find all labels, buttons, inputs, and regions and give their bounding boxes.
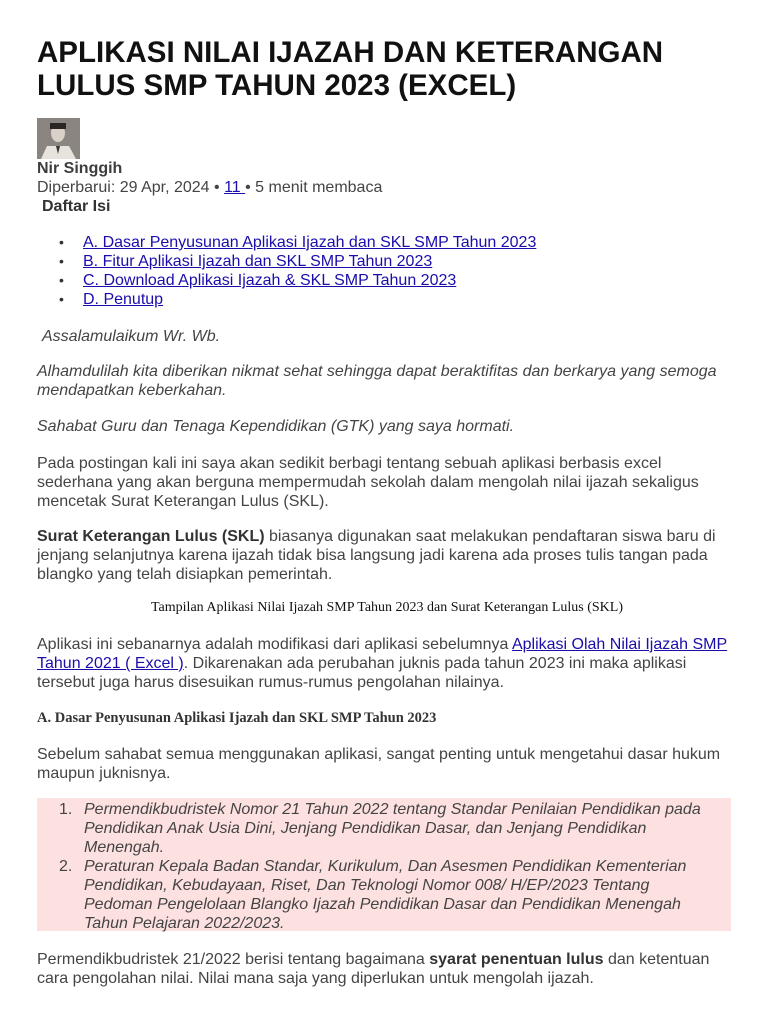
author-avatar[interactable] (37, 118, 80, 159)
toc-item (37, 290, 536, 309)
table-of-contents (37, 233, 536, 309)
greeting: Assalamulaikum Wr. Wb. (42, 328, 221, 345)
comment-count-link[interactable]: 11 (224, 179, 246, 196)
reference-item (37, 857, 731, 933)
read-time: • 5 menit membaca (245, 179, 383, 196)
reference-text: Peraturan Kepala Badan Standar, Kurikulum, Dan Asesmen Pendidikan Kementerian Pendidikan, Kebudayaan, Riset, Dan Teknologi Nomor 008/ H/EP/2023 Tentang Pedoman Pengelolaan Blangko Ijazah Pendidikan Dasar dan Pendidikan Menengah Tahun Pelajaran 2022/2023. (84, 858, 687, 932)
paragraph-legal-basis: Sebelum sahabat semua menggunakan aplikasi, sangat penting untuk mengetahui dasar hukum maupun juknisnya. (37, 746, 721, 782)
paragraph-salutation: Sahabat Guru dan Tenaga Kependidikan (GTK) yang saya hormati. (37, 418, 515, 435)
toc-title: Daftar Isi (42, 198, 111, 215)
paragraph-skl (37, 527, 737, 584)
updated-date: Diperbarui: 29 Apr, 2024 • (37, 179, 225, 196)
paragraph-modification (37, 635, 737, 692)
toc-link-b[interactable]: B. Fitur Aplikasi Ijazah dan SKL SMP Tahun 2023 (83, 253, 433, 270)
toc-item (37, 233, 536, 252)
previous-app-link[interactable]: Aplikasi Olah Nilai Ijazah SMP Tahun 2021 ( Excel ) (37, 636, 728, 672)
passing-criteria: syarat penentuan lulus (429, 951, 604, 968)
skl-description: biasanya digunakan saat melakukan pendaftaran siswa baru di jenjang selanjutnya karena ijazah tidak bisa langsung jadi karena ada proses tulis tangan pada blangko yang telah disiapkan pemerintah. (37, 528, 716, 583)
image-caption: Tampilan Aplikasi Nilai Ijazah SMP Tahun 2023 dan Surat Keterangan Lulus (SKL) (150, 600, 623, 615)
modification-rest: . Dikarenakan ada perubahan juknis pada tahun 2023 ini maka aplikasi tersebut juga harus disesuikan rumus-rumus pengolahan nilainya. (37, 655, 687, 691)
toc-item (37, 271, 536, 290)
permendikbud-rest: dan ketentuan cara pengolahan nilai. Nilai mana saja yang diperlukan untuk mengolah ijazah. (37, 951, 710, 987)
modification-intro: Aplikasi ini sebanarnya adalah modifikasi dari aplikasi sebelumnya (37, 636, 512, 653)
toc-link-d[interactable]: D. Penutup (83, 291, 164, 308)
reference-text: Permendikbudristek Nomor 21 Tahun 2022 tentang Standar Penilaian Pendidikan pada Pendidikan Anak Usia Dini, Jenjang Pendidikan Dasar, dan Jenjang Pendidikan Menengah. (84, 801, 701, 856)
toc-item (37, 252, 536, 271)
reference-item (37, 800, 731, 857)
reference-number: 2. (59, 858, 73, 875)
paragraph-purpose: Pada postingan kali ini saya akan sedikit berbagi tentang sebuah aplikasi berbasis excel sederhana yang akan berguna mempermudah sekolah dalam mengolah nilai ijazah sekaligus mencetak Surat Keterangan Lulus (SKL). (37, 455, 699, 510)
references-list (37, 800, 731, 933)
reference-number: 1. (59, 801, 73, 818)
author-name[interactable]: Nir Singgih (37, 160, 123, 177)
permendikbud-intro: Permendikbudristek 21/2022 berisi tentang bagaimana (37, 951, 430, 968)
toc-link-a[interactable]: A. Dasar Penyusunan Aplikasi Ijazah dan SKL SMP Tahun 2023 (83, 234, 537, 251)
section-heading-a: A. Dasar Penyusunan Aplikasi Ijazah dan SKL SMP Tahun 2023 (37, 710, 437, 726)
toc-link-c[interactable]: C. Download Aplikasi Ijazah & SKL SMP Tahun 2023 (83, 272, 457, 289)
article-title: APLIKASI NILAI IJAZAH DAN KETERANGAN LULUS SMP TAHUN 2023 (EXCEL) (37, 36, 664, 102)
skl-term: Surat Keterangan Lulus (SKL) (37, 528, 265, 545)
paragraph-permendikbud (37, 950, 737, 988)
article-meta (37, 179, 382, 197)
paragraph-intro: Alhamdulilah kita diberikan nikmat sehat sehingga dapat beraktifitas dan berkarya yang semoga mendapatkan keberkahan. (37, 363, 717, 399)
